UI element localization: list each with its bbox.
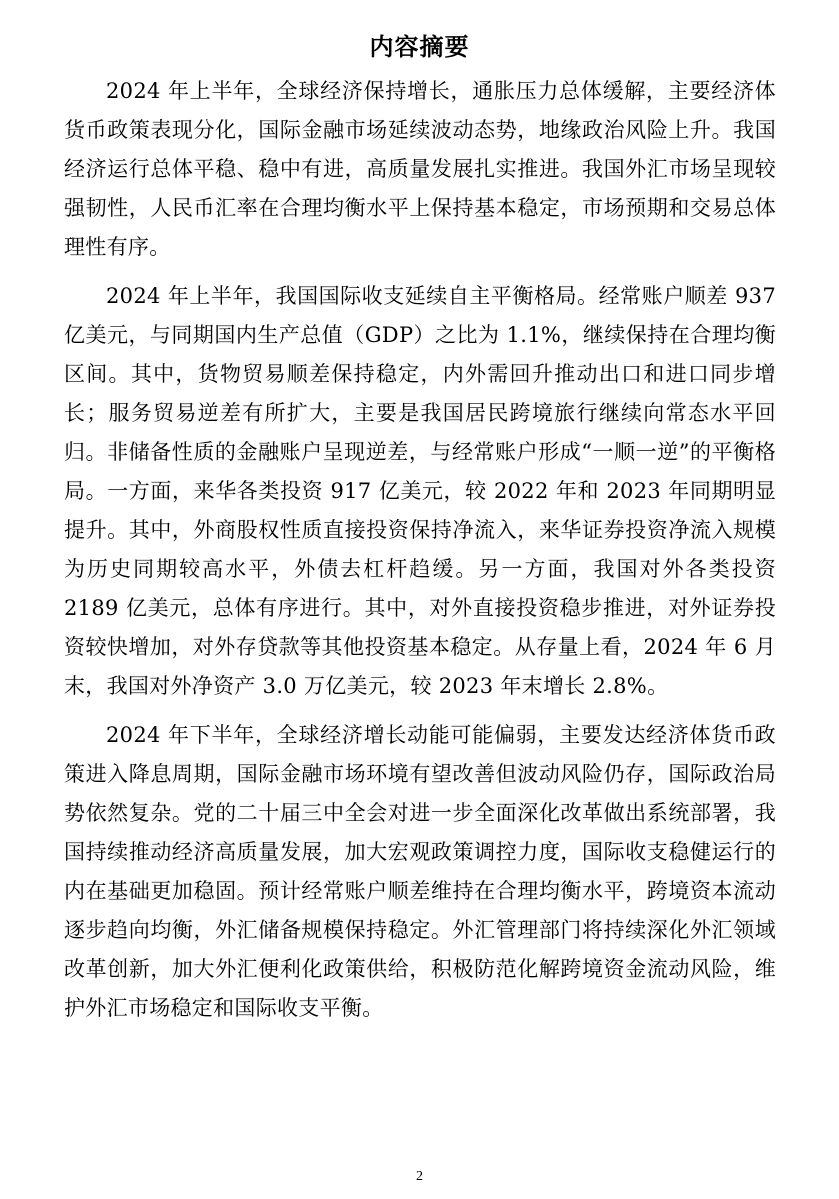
paragraph-2: 2024 年上半年，我国国际收支延续自主平衡格局。经常账户顺差 937 亿美元，与同期国内生产总值（GDP）之比为 1.1%，继续保持在合理均衡区间。其中，货物贸易顺差保持稳定，内外需回升推动出口和进口同步增长；服务贸易逆差有所扩大，主要是我国居民跨境旅行继续向常态水平回归。非储备性质的金融账户呈现逆差，与经常账户形成“一顺一逆”的平衡格局。一方面，来华各类投资 917 亿美元，较 2022 年和 2023 年同期明显提升。其中，外商股权性质直接投资保持净流入，来华证券投资净流入规模为历史同期较高水平，外债去杠杆趋缓。另一方面，我国对外各类投资 2189 亿美元，总体有序进行。其中，对外直接投资稳步推进，对外证券投资较快增加，对外存贷款等其他投资基本稳定。从存量上看，2024 年 6 月末，我国对外净资产 3.0 万亿美元，较 2023 年末增长 2.8%。 [64, 284, 776, 698]
page-number: 2 [416, 1169, 423, 1184]
document-body [64, 72, 776, 1038]
paragraph-1: 2024 年上半年，全球经济保持增长，通胀压力总体缓解，主要经济体货币政策表现分化，国际金融市场延续波动态势，地缘政治风险上升。我国经济运行总体平稳、稳中有进，高质量发展扎实推进。我国外汇市场呈现较强韧性，人民币汇率在合理均衡水平上保持基本稳定，市场预期和交易总体理性有序。 [64, 79, 776, 259]
paragraph-3: 2024 年下半年，全球经济增长动能可能偏弱，主要发达经济体货币政策进入降息周期，国际金融市场环境有望改善但波动风险仍存，国际政治局势依然复杂。党的二十届三中全会对进一步全面深化改革做出系统部署，我国持续推动经济高质量发展，加大宏观政策调控力度，国际收支稳健运行的内在基础更加稳固。预计经常账户顺差维持在合理均衡水平，跨境资本流动逐步趋向均衡，外汇储备规模保持稳定。外汇管理部门将持续深化外汇领域改革创新，加大外汇便利化政策供给，积极防范化解跨境资金流动风险，维护外汇市场稳定和国际收支平衡。 [64, 723, 776, 1020]
page-title: 内容摘要 [369, 33, 470, 61]
